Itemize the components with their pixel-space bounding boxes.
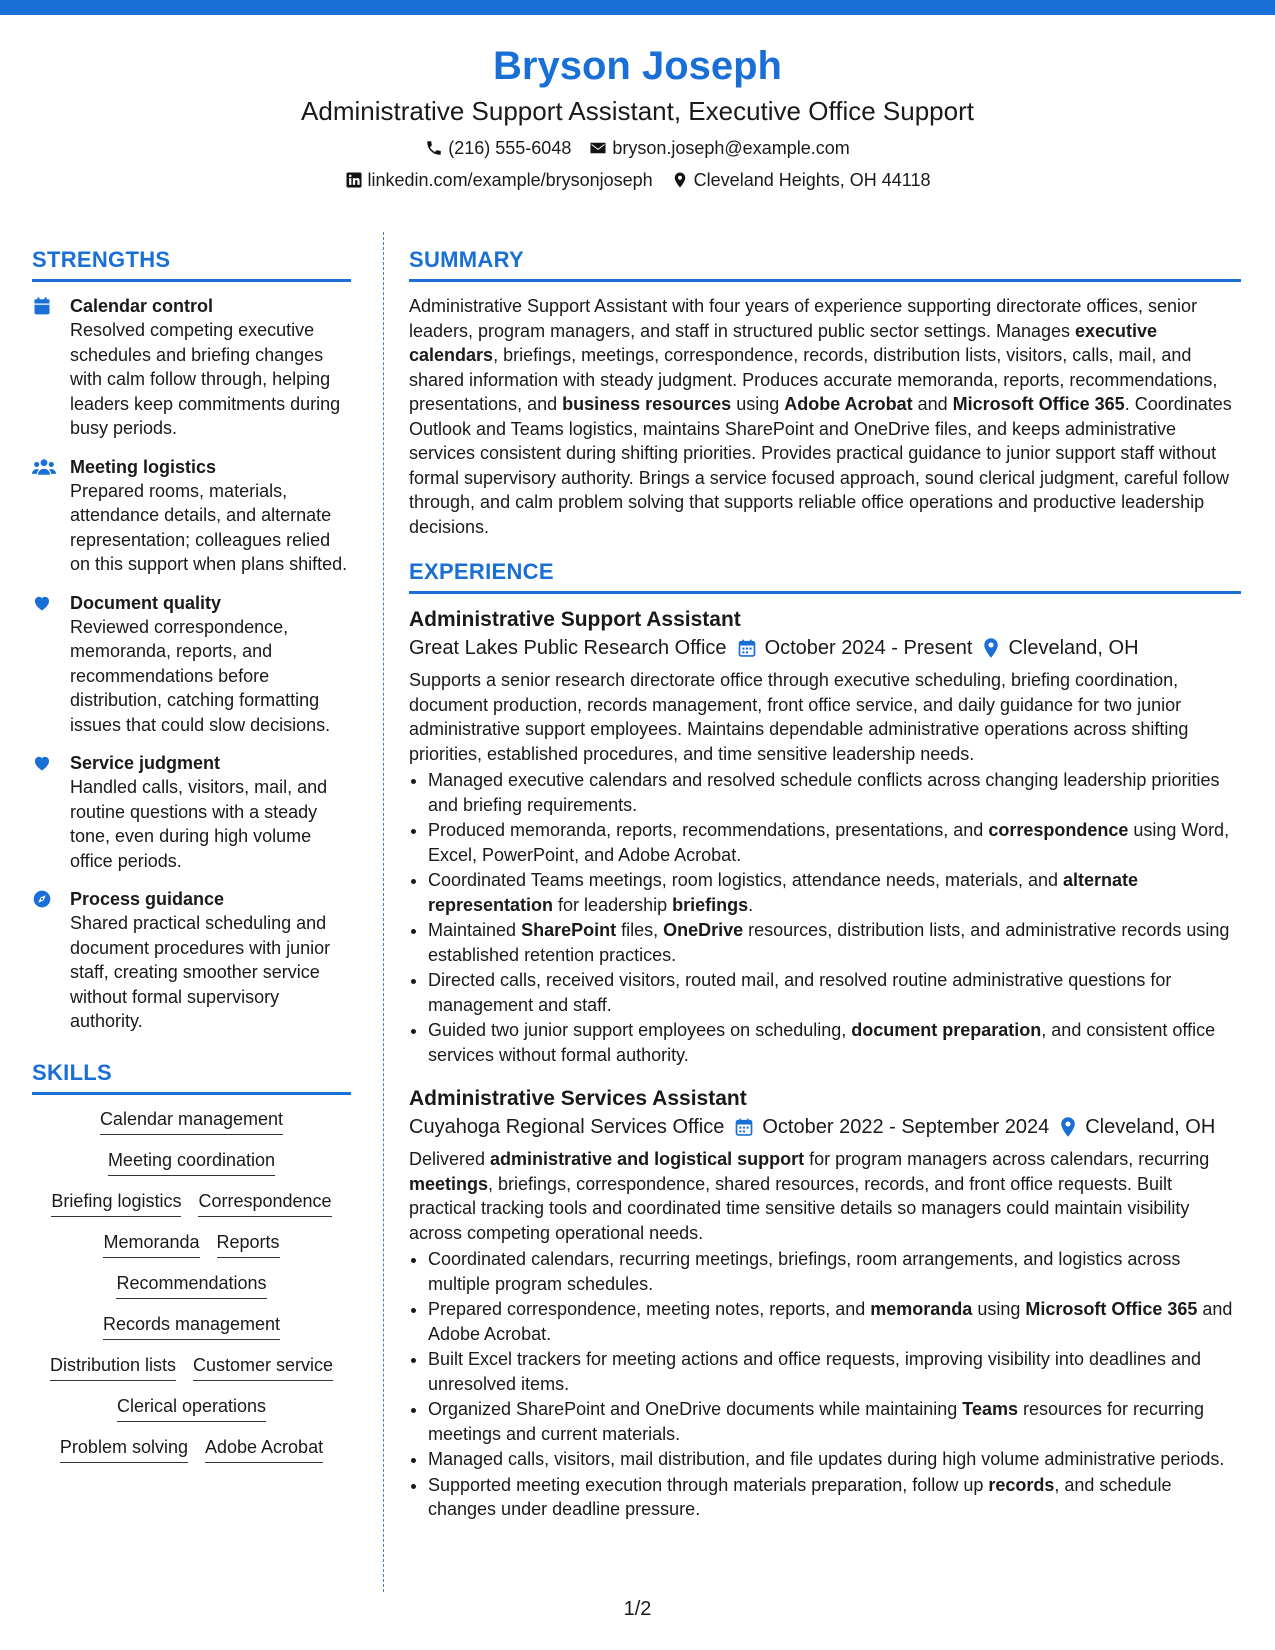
emphasis: correspondence bbox=[988, 820, 1129, 840]
skill-row bbox=[32, 1312, 351, 1340]
calendar-icon bbox=[32, 294, 70, 441]
strength-description: Reviewed correspondence, memoranda, reports, and recommendations before distribution, catching formatting issues that could slow decisions. bbox=[70, 616, 331, 735]
job-title: Administrative Services Assistant bbox=[409, 1087, 747, 1110]
skill-tag: Customer service bbox=[193, 1353, 333, 1381]
phone-icon bbox=[425, 139, 443, 157]
job-bullet: • Supported meeting execution through materials preparation, follow up records, and schedule changes under deadline pressure. bbox=[428, 1473, 1241, 1522]
strengths-list bbox=[32, 294, 351, 1034]
job-location-text: Cleveland, OH bbox=[1008, 637, 1139, 659]
job-bullet: • Prepared correspondence, meeting notes, reports, and memoranda using Microsoft Office 365 and Adobe Acrobat. bbox=[428, 1297, 1241, 1346]
emphasis: briefings bbox=[672, 894, 749, 915]
experience-list bbox=[409, 606, 1241, 1522]
emphasis: Teams bbox=[962, 1399, 1018, 1419]
users-icon bbox=[32, 455, 70, 577]
strength-body bbox=[70, 591, 351, 738]
emphasis: executive calendars bbox=[409, 320, 1158, 365]
page-number: 1/2 bbox=[623, 1598, 652, 1620]
skill-row bbox=[32, 1189, 351, 1217]
strength-title: Calendar control bbox=[70, 296, 214, 316]
job-bullet: • Managed executive calendars and resolved schedule conflicts across changing leadership priorities and briefing requirements. bbox=[428, 768, 1241, 817]
emphasis: Microsoft Office 365 bbox=[1025, 1299, 1198, 1319]
skill-row bbox=[32, 1394, 351, 1422]
strength-body bbox=[70, 751, 351, 873]
emphasis: records bbox=[988, 1474, 1055, 1495]
job-bullet: • Maintained SharePoint files, OneDrive resources, distribution lists, and administrative records using established retention practices. bbox=[428, 918, 1241, 967]
skill-row bbox=[32, 1353, 351, 1381]
skills-title: SKILLS bbox=[32, 1058, 351, 1095]
calendar-icon bbox=[737, 638, 757, 658]
job-meta bbox=[409, 634, 1241, 662]
strength-description: Shared practical scheduling and document procedures with junior staff, creating smoother service without formal supervisory authority. bbox=[70, 913, 331, 1031]
emphasis: alternate representation bbox=[428, 870, 1139, 915]
calendar-icon bbox=[734, 1117, 754, 1137]
email-text: bryson.joseph@example.com bbox=[612, 138, 850, 158]
job-description: Supports a senior research directorate office through executive scheduling, briefing coordination, document production, records management, front office service, and daily guidance for two junior administrative support employees. Maintains dependable administrative operations across shifting priorities, established procedures, and time sensitive leadership needs. bbox=[409, 670, 1189, 764]
emphasis: administrative and logistical support bbox=[490, 1149, 805, 1169]
emphasis: Adobe Acrobat bbox=[784, 394, 913, 414]
skill-tag: Memoranda bbox=[103, 1230, 199, 1258]
strength-body bbox=[70, 887, 351, 1034]
candidate-name: Bryson Joseph bbox=[493, 44, 782, 88]
map-pin-icon bbox=[982, 637, 1000, 659]
job-location bbox=[1059, 1113, 1215, 1141]
job-company: Cuyahoga Regional Services Office bbox=[409, 1116, 725, 1138]
strength-title: Document quality bbox=[70, 592, 222, 613]
skill-tag: Problem solving bbox=[60, 1435, 188, 1463]
strength-description: Prepared rooms, materials, attendance details, and alternate representation; colleagues relied on this support when plans shifted. bbox=[70, 480, 348, 574]
job-meta bbox=[409, 1113, 1241, 1141]
skill-row bbox=[32, 1107, 351, 1135]
job-bullet: • Organized SharePoint and OneDrive documents while maintaining Teams resources for recurring meetings and current materials. bbox=[428, 1397, 1241, 1446]
job-bullet: • Produced memoranda, reports, recommendations, presentations, and correspondence using Word, Excel, PowerPoint, and Adobe Acrobat. bbox=[428, 818, 1241, 867]
job-company: Great Lakes Public Research Office bbox=[409, 637, 727, 659]
strength-title: Service judgment bbox=[70, 753, 221, 773]
linkedin-text: linkedin.com/example/brysonjoseph bbox=[367, 170, 653, 190]
job-dates bbox=[737, 634, 973, 662]
job-bullet: • Managed calls, visitors, mail distribution, and file updates during high volume administrative periods. bbox=[428, 1447, 1241, 1472]
skill-tag: Distribution lists bbox=[50, 1353, 176, 1381]
column-divider bbox=[383, 232, 384, 1592]
skill-tag: Meeting coordination bbox=[108, 1148, 275, 1176]
skill-row bbox=[32, 1435, 351, 1463]
strength-item bbox=[32, 591, 351, 738]
contact-line-2 bbox=[0, 168, 1275, 192]
skill-tag: Correspondence bbox=[198, 1189, 331, 1217]
emphasis: OneDrive bbox=[663, 920, 744, 940]
emphasis: memoranda bbox=[870, 1299, 973, 1319]
job-dates-text: October 2022 - September 2024 bbox=[762, 1116, 1050, 1138]
top-accent-bar bbox=[0, 0, 1275, 15]
skill-tag: Reports bbox=[217, 1230, 280, 1258]
job-entry bbox=[409, 606, 1241, 1067]
strengths-title: STRENGTHS bbox=[32, 245, 351, 282]
job-title: Administrative Support Assistant bbox=[409, 608, 741, 631]
heart-icon bbox=[32, 751, 70, 873]
emphasis: business resources bbox=[562, 394, 732, 414]
candidate-role: Administrative Support Assistant, Executive Office Support bbox=[301, 96, 974, 126]
strength-title: Meeting logistics bbox=[70, 456, 217, 477]
contact-line-1 bbox=[0, 136, 1275, 160]
strength-item bbox=[32, 294, 351, 441]
strength-item bbox=[32, 455, 351, 577]
contact-location bbox=[671, 168, 931, 192]
job-bullets bbox=[409, 768, 1241, 1067]
experience-title: EXPERIENCE bbox=[409, 557, 1241, 594]
job-bullets bbox=[409, 1247, 1241, 1522]
skills-list bbox=[32, 1107, 351, 1463]
job-description: Delivered administrative and logistical support for program managers across calendars, recurring meetings, briefings, correspondence, shared resources, records, and front office requests. Built practical tracking tools and coordinated time sensitive details so managers could maintain visibility across competing operational needs. bbox=[409, 1149, 1210, 1243]
contact-email[interactable] bbox=[589, 136, 849, 160]
linkedin-icon bbox=[345, 171, 363, 189]
emphasis: meetings bbox=[409, 1173, 489, 1194]
envelope-icon bbox=[589, 139, 607, 157]
summary-title: SUMMARY bbox=[409, 245, 1241, 282]
skill-tag: Calendar management bbox=[100, 1107, 283, 1135]
map-pin-icon bbox=[671, 171, 689, 189]
map-pin-icon bbox=[1059, 1116, 1077, 1138]
strength-description: Resolved competing executive schedules and briefing changes with calm follow through, helping leaders keep commitments during busy periods. bbox=[70, 320, 341, 438]
summary-text: Administrative Support Assistant with four years of experience supporting directorate offices, senior leaders, program managers, and staff in structured public sector settings. Manages executive calendars, briefings, meetings, correspondence, records, distribution lists, visitors, calls, mail, and shared information with steady judgment. Produces accurate memoranda, reports, recommendations, presentations, and business resources using Adobe Acrobat and Microsoft Office 365. Coordinates Outlook and Teams logistics, maintains SharePoint and OneDrive files, and keeps administrative services consistent during shifting priorities. Provides practical guidance to junior support staff without formal supervisory authority. Brings a service focused approach, sound clerical judgment, careful follow through, and calm problem solving that supports reliable office operations and productive leadership decisions. bbox=[409, 296, 1232, 537]
emphasis: document preparation bbox=[851, 1020, 1042, 1040]
phone-text: (216) 555-6048 bbox=[448, 138, 572, 158]
contact-linkedin[interactable] bbox=[345, 168, 653, 192]
job-bullet: • Coordinated Teams meetings, room logistics, attendance needs, materials, and alternate representation for leadership briefings. bbox=[428, 868, 1241, 917]
strength-body bbox=[70, 294, 351, 441]
strength-item bbox=[32, 751, 351, 873]
strength-item bbox=[32, 887, 351, 1034]
job-bullet: • Built Excel trackers for meeting actions and office requests, improving visibility into deadlines and unresolved items. bbox=[428, 1347, 1241, 1396]
job-dates-text: October 2024 - Present bbox=[764, 637, 973, 659]
job-entry bbox=[409, 1085, 1241, 1522]
skill-tag: Recommendations bbox=[116, 1271, 266, 1299]
job-location bbox=[982, 634, 1138, 662]
job-bullet: • Coordinated calendars, recurring meetings, briefings, room arrangements, and logistics across multiple program schedules. bbox=[428, 1247, 1241, 1296]
job-location-text: Cleveland, OH bbox=[1085, 1116, 1216, 1138]
skill-tag: Clerical operations bbox=[117, 1394, 266, 1422]
skill-tag: Adobe Acrobat bbox=[205, 1435, 323, 1463]
job-bullet: • Guided two junior support employees on scheduling, document preparation, and consistent office services without formal authority. bbox=[428, 1018, 1241, 1067]
resume-header bbox=[0, 40, 1275, 192]
skill-row bbox=[32, 1230, 351, 1258]
job-bullet: • Directed calls, received visitors, routed mail, and resolved routine administrative questions for management and staff. bbox=[428, 968, 1241, 1017]
emphasis: Microsoft Office 365 bbox=[952, 394, 1125, 414]
left-column bbox=[32, 245, 351, 1476]
strength-title: Process guidance bbox=[70, 889, 225, 909]
skill-row bbox=[32, 1148, 351, 1176]
skill-row bbox=[32, 1271, 351, 1299]
skill-tag: Briefing logistics bbox=[51, 1189, 181, 1217]
strength-description: Handled calls, visitors, mail, and routine questions with a steady tone, even during high volume office periods. bbox=[70, 777, 328, 871]
compass-icon bbox=[32, 887, 70, 1034]
contact-phone[interactable] bbox=[425, 136, 571, 160]
right-column bbox=[409, 245, 1241, 1540]
emphasis: SharePoint bbox=[521, 920, 617, 940]
location-text: Cleveland Heights, OH 44118 bbox=[693, 170, 931, 190]
heart-icon bbox=[32, 591, 70, 738]
job-dates bbox=[734, 1113, 1049, 1141]
skill-tag: Records management bbox=[103, 1312, 280, 1340]
strength-body bbox=[70, 455, 351, 577]
